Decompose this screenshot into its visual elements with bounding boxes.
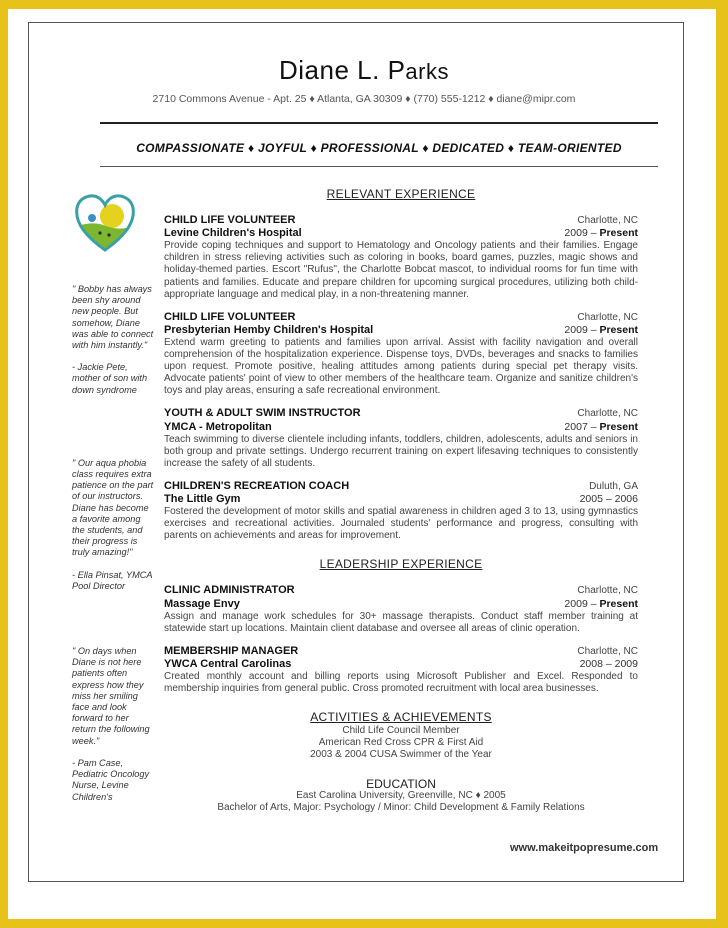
first-name: Diane L. (279, 55, 388, 85)
last-initial: P (387, 55, 406, 85)
testimonial-attribution: - Ella Pinsat, YMCA Pool Director (72, 569, 153, 591)
candidate-name (0, 55, 728, 86)
section-heading-leadership: LEADERSHIP EXPERIENCE (319, 557, 483, 572)
activity-item: Child Life Council Member (342, 725, 460, 737)
job-location: Charlotte, NC (577, 311, 638, 323)
heart-logo-icon (72, 190, 138, 254)
testimonial-text: " Bobby has always been shy around new people. But somehow, Diane was able to connect with him instantly." (72, 284, 154, 351)
testimonial-sidebar (72, 284, 154, 813)
testimonial (72, 646, 154, 803)
job-description: Teach swimming to diverse clientele including infants, toddlers, children, adolescents, adults and seniors in both group and private settings. Undergo recurrent training on expert lifesaving techniques to consistently increase the safety of all students. (164, 433, 638, 469)
job-dates (564, 227, 638, 239)
testimonial-attribution: - Pam Case, Pediatric Oncology Nurse, Levine Children's (72, 757, 150, 802)
testimonial (72, 458, 154, 592)
job-dates-start: 2005 – 2006 (579, 492, 638, 505)
job-dates-end: Present (599, 420, 638, 433)
activity-item: American Red Cross CPR & First Aid (318, 737, 484, 749)
job-description: Assign and manage work schedules for 30+ massage therapists. Conduct staff member training at statewide start up locations. Maintain client database and oversee all areas of clinic operation. (164, 610, 638, 634)
section-heading-activities: ACTIVITIES & ACHIEVEMENTS (310, 710, 492, 725)
job-description: Created monthly account and billing reports using Microsoft Publisher and Excel. Responded to membership inquiries from general public. Cross promoted recruitment with local area businesses. (164, 671, 638, 695)
job-dates (564, 598, 638, 610)
job-entry (164, 480, 638, 542)
job-dates-start: 2007 – (564, 420, 600, 433)
job-title: YOUTH & ADULT SWIM INSTRUCTOR (164, 407, 361, 420)
job-organization: Massage Envy (164, 597, 240, 610)
testimonial-attribution: - Jackie Pete, mother of son with down syndrome (72, 362, 148, 395)
job-description: Extend warm greeting to patients and families upon arrival. Assist with facility navigation and overall comprehension of the hospitalization experience. Dispense toys, DVDs, beverages and snacks to families upon request. Promote positive, healing attitudes among patients during special pet therapy visits. Advocate patients' point of view to other members of the healthcare team. Organize and sanitize children's toys and play areas, ensuring a safe recreational environment. (164, 336, 638, 397)
job-title: CLINIC ADMINISTRATOR (164, 584, 295, 597)
job-dates (580, 658, 638, 670)
contact-line: 2710 Commons Avenue - Apt. 25 ♦ Atlanta, GA 30309 ♦ (770) 555-1212 ♦ diane@mipr.com (152, 93, 576, 105)
job-location: Charlotte, NC (577, 408, 638, 420)
education-school: East Carolina University, Greenville, NC ♦ 2005 (296, 789, 506, 801)
job-location: Duluth, GA (589, 480, 638, 492)
education-degree: Bachelor of Arts, Major: Psychology / Minor: Child Development & Family Relations (217, 801, 585, 813)
job-dates-start: 2009 – (564, 227, 600, 240)
job-dates-start: 2009 – (564, 323, 600, 336)
job-dates (580, 493, 638, 505)
job-organization: Levine Children's Hospital (164, 227, 302, 240)
job-dates (564, 421, 638, 433)
job-entry (164, 311, 638, 398)
section-heading-education: EDUCATION (366, 776, 436, 791)
testimonial-text: " Our aqua phobia class requires extra patience on the part of our instructors. Diane has become a favorite among the students, and their progress is truly amazing!" (72, 457, 154, 558)
testimonial (72, 284, 154, 396)
job-organization: The Little Gym (164, 492, 241, 505)
section-heading-relevant: RELEVANT EXPERIENCE (326, 187, 476, 201)
bottom-rule (100, 166, 658, 167)
job-dates-end: Present (599, 597, 638, 610)
job-title: CHILDREN'S RECREATION COACH (164, 479, 350, 492)
job-description: Fostered the development of motor skills and spatial awareness in children aged 3 to 13, using gymnastics exercises and recreational activities. Journaled students' performance and progress, consulting with parents on achievements and areas for improvement. (164, 506, 638, 542)
job-organization: YMCA - Metropolitan (164, 420, 272, 433)
job-dates (564, 324, 638, 336)
job-entry (164, 214, 638, 301)
job-dates-start: 2009 – (564, 597, 600, 610)
last-rest: arks (405, 59, 449, 84)
job-dates-end: Present (599, 323, 638, 336)
job-location: Charlotte, NC (577, 585, 638, 597)
testimonial-text: " On days when Diane is not here patients often express how they miss her smiling face and look forward to her return the following week." (72, 646, 150, 746)
job-title: MEMBERSHIP MANAGER (164, 644, 299, 657)
activity-item: 2003 & 2004 CUSA Swimmer of the Year (310, 749, 492, 761)
job-title: CHILD LIFE VOLUNTEER (164, 214, 296, 227)
job-entry (164, 645, 638, 695)
job-location: Charlotte, NC (577, 645, 638, 657)
job-description: Provide coping techniques and support to Hematology and Oncology patients and their families. Engage children in stress relieving activities such as coloring in books, board games, puzzles, magic shows and holiday-themed parties. Escort "Rufus", the Charlotte Bobcat mascot, to individual rooms for fun time with patients and families. Educate and prepare children for upcoming surgical procedures, utilizing both child-appropriate language and medical play, in a non-threatening manner. (164, 240, 638, 300)
job-entry (164, 584, 638, 634)
job-organization: Presbyterian Hemby Children's Hospital (164, 323, 374, 336)
footer-website-link[interactable]: www.makeitpopresume.com (510, 842, 659, 854)
job-location: Charlotte, NC (577, 215, 638, 227)
top-rule (100, 122, 658, 124)
main-content (164, 188, 638, 814)
tagline: COMPASSIONATE ♦ JOYFUL ♦ PROFESSIONAL ♦ DEDICATED ♦ TEAM-ORIENTED (136, 141, 622, 155)
job-dates-start: 2008 – 2009 (579, 657, 638, 670)
job-entry (164, 407, 638, 469)
job-title: CHILD LIFE VOLUNTEER (164, 310, 296, 323)
job-organization: YWCA Central Carolinas (164, 657, 292, 670)
job-dates-end: Present (599, 227, 638, 240)
